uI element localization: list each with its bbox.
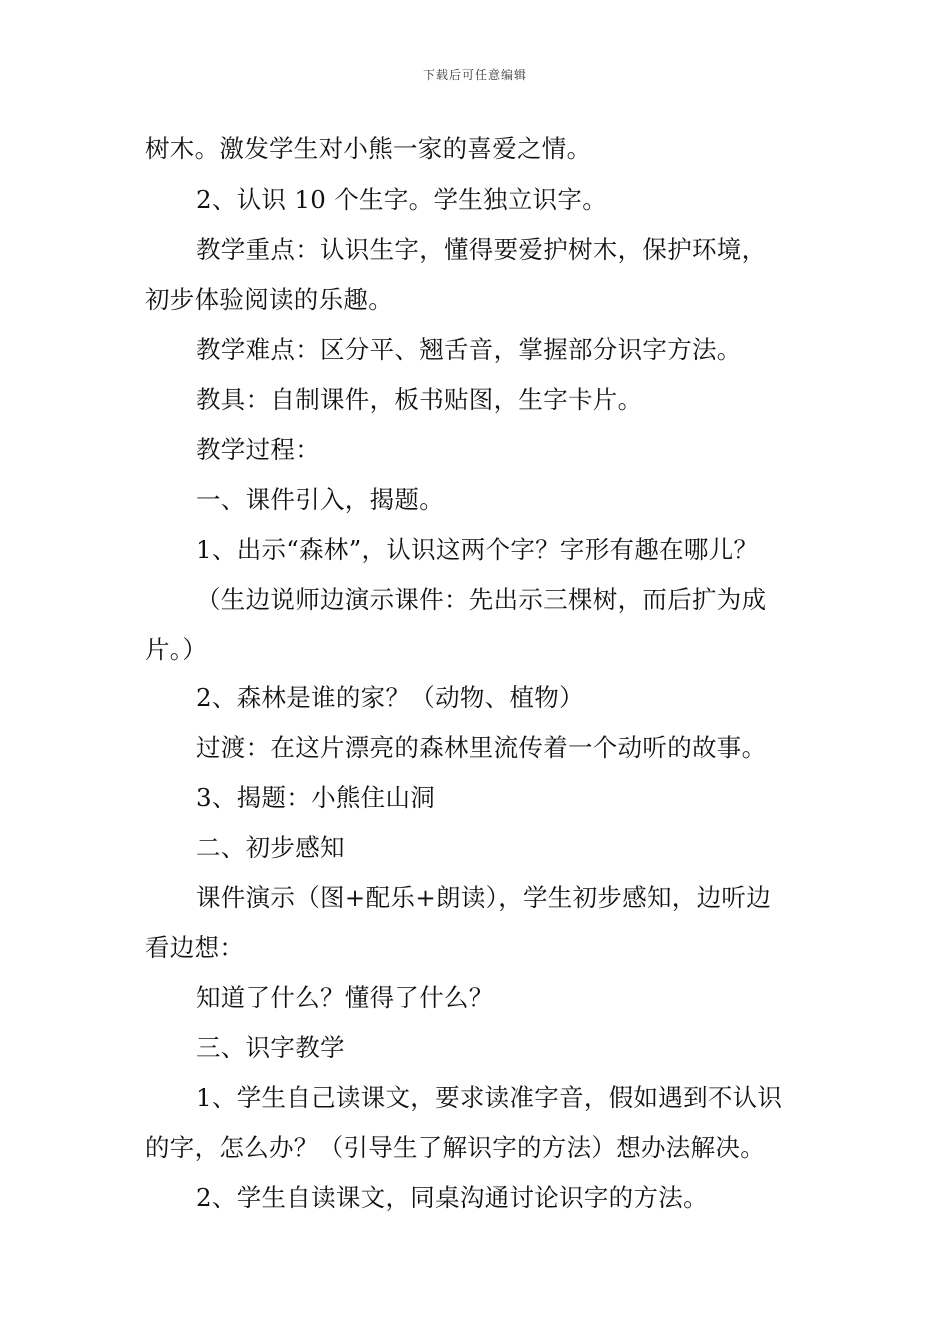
text-line: 1、学生自己读课文，要求读准字音，假如遇到不认识: [196, 1083, 783, 1112]
text-line: 树木。激发学生对小熊一家的喜爱之情。: [145, 134, 592, 163]
text-line: 教具：自制课件，板书贴图，生字卡片。: [196, 385, 643, 414]
page-header: 下载后可任意编辑: [422, 68, 527, 82]
text-line: 片。）: [145, 635, 208, 664]
text-line: 教学难点：区分平、翘舌音，掌握部分识字方法。: [196, 335, 742, 364]
text-line: 一、课件引入，揭题。: [196, 485, 444, 514]
text-line: 教学重点：认识生字，懂得要爱护树木，保护环境，: [196, 235, 767, 264]
text-line: 3、揭题：小熊住山洞: [196, 783, 436, 812]
text-line: 二、初步感知: [196, 833, 345, 862]
text-line: 2、认识 10 个生字。学生独立识字。: [196, 185, 608, 214]
text-line: 2、学生自读课文，同桌沟通讨论识字的方法。: [196, 1183, 708, 1212]
text-line: 1、出示“森林”，认识这两个字？字形有趣在哪儿？: [196, 535, 759, 564]
text-line: 2、森林是谁的家？（动物、植物）: [196, 683, 584, 712]
text-line: 看边想：: [145, 933, 245, 962]
text-line: 知道了什么？懂得了什么？: [196, 983, 494, 1012]
text-line: 初步体验阅读的乐趣。: [145, 285, 393, 314]
text-line: 教学过程：: [196, 435, 320, 464]
text-line: 的字，怎么办？（引导生了解识字的方法）想办法解决。: [145, 1133, 765, 1162]
text-line: （生边说师边演示课件：先出示三棵树，而后扩为成: [196, 585, 767, 614]
text-line: 过渡：在这片漂亮的森林里流传着一个动听的故事。: [196, 733, 767, 762]
text-line: 三、识字教学: [196, 1033, 345, 1062]
text-line: 课件演示（图+配乐+朗读），学生初步感知，边听边: [196, 883, 772, 912]
